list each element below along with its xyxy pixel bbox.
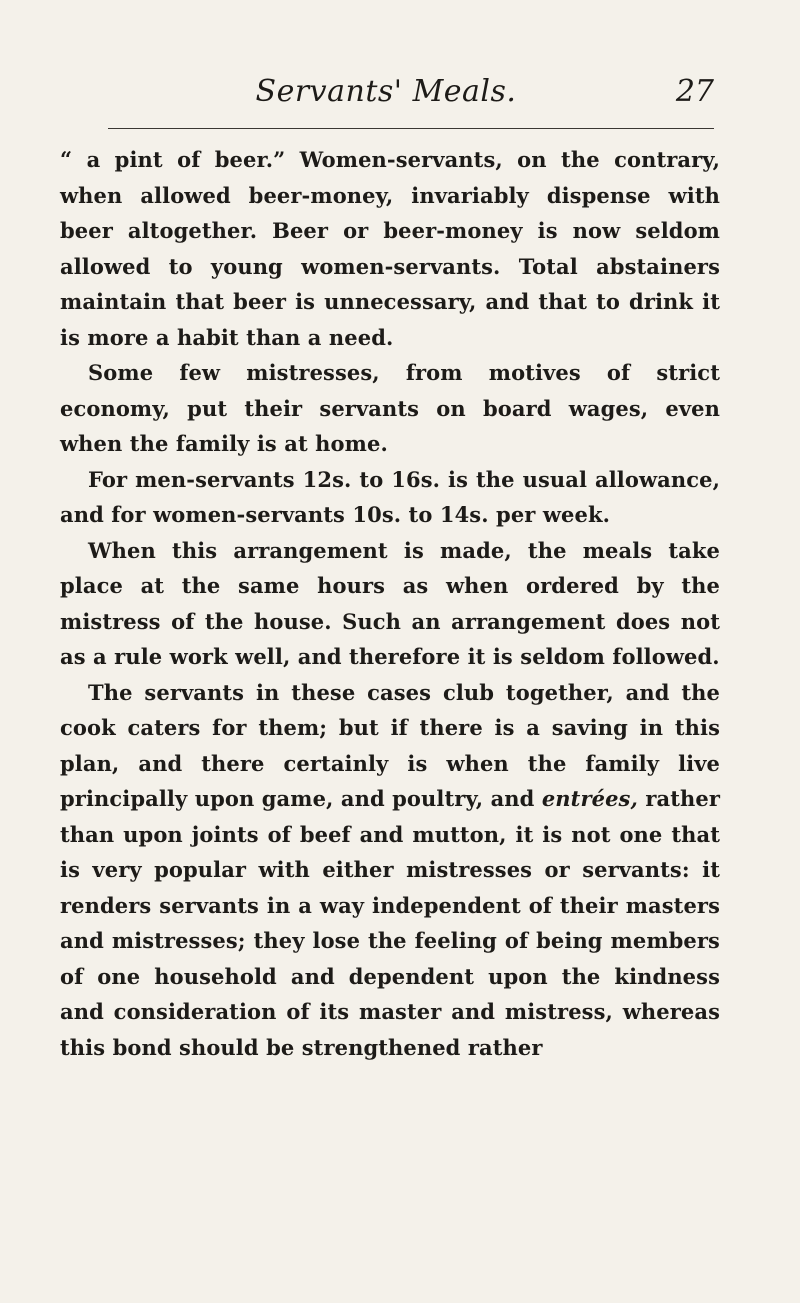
paragraph-5-part-1: The servants in these cases club together, and the cook caters for them; but if there is a saving in this plan, and there certainly is when the family live principally upon game, and poultry, and	[60, 679, 720, 811]
paragraph-3: For men-servants 12s. to 16s. is the usual allowance, and for women-servants 10s. to 14s. per week.	[60, 466, 720, 527]
paragraph-5-italic-term: entrées,	[541, 786, 638, 811]
running-title: Servants' Meals.	[255, 74, 517, 109]
paragraph-2: Some few mistresses, from motives of strict economy, put their servants on board wages, even when the family is at home.	[60, 360, 720, 456]
paragraph-5	[60, 675, 720, 1066]
running-head	[58, 72, 714, 112]
page-number: 27	[675, 74, 714, 109]
body-text	[60, 142, 720, 1065]
paragraph-4: When this arrangement is made, the meals take place at the same hours as when ordered by the mistress of the house. Such an arrangement does not as a rule work well, and therefore it is seldom followed.	[60, 537, 720, 669]
header-rule	[108, 128, 714, 129]
paragraph-5-part-2: rather than upon joints of beef and mutton, it is not one that is very popular with either mistresses or servants: it renders servants in a way independent of their masters and mistresses; they lose the feeling of being members of one household and dependent upon the kindness and consideration of its master and mistress, whereas this bond should be strengthened rather	[60, 786, 720, 1060]
paragraph-1: “ a pint of beer.” Women-servants, on the contrary, when allowed beer-money, invariably dispense with beer altogether. Beer or beer-money is now seldom allowed to young women-servants. Total abstainers maintain that beer is unnecessary, and that to drink it is more a habit than a need.	[60, 147, 720, 350]
